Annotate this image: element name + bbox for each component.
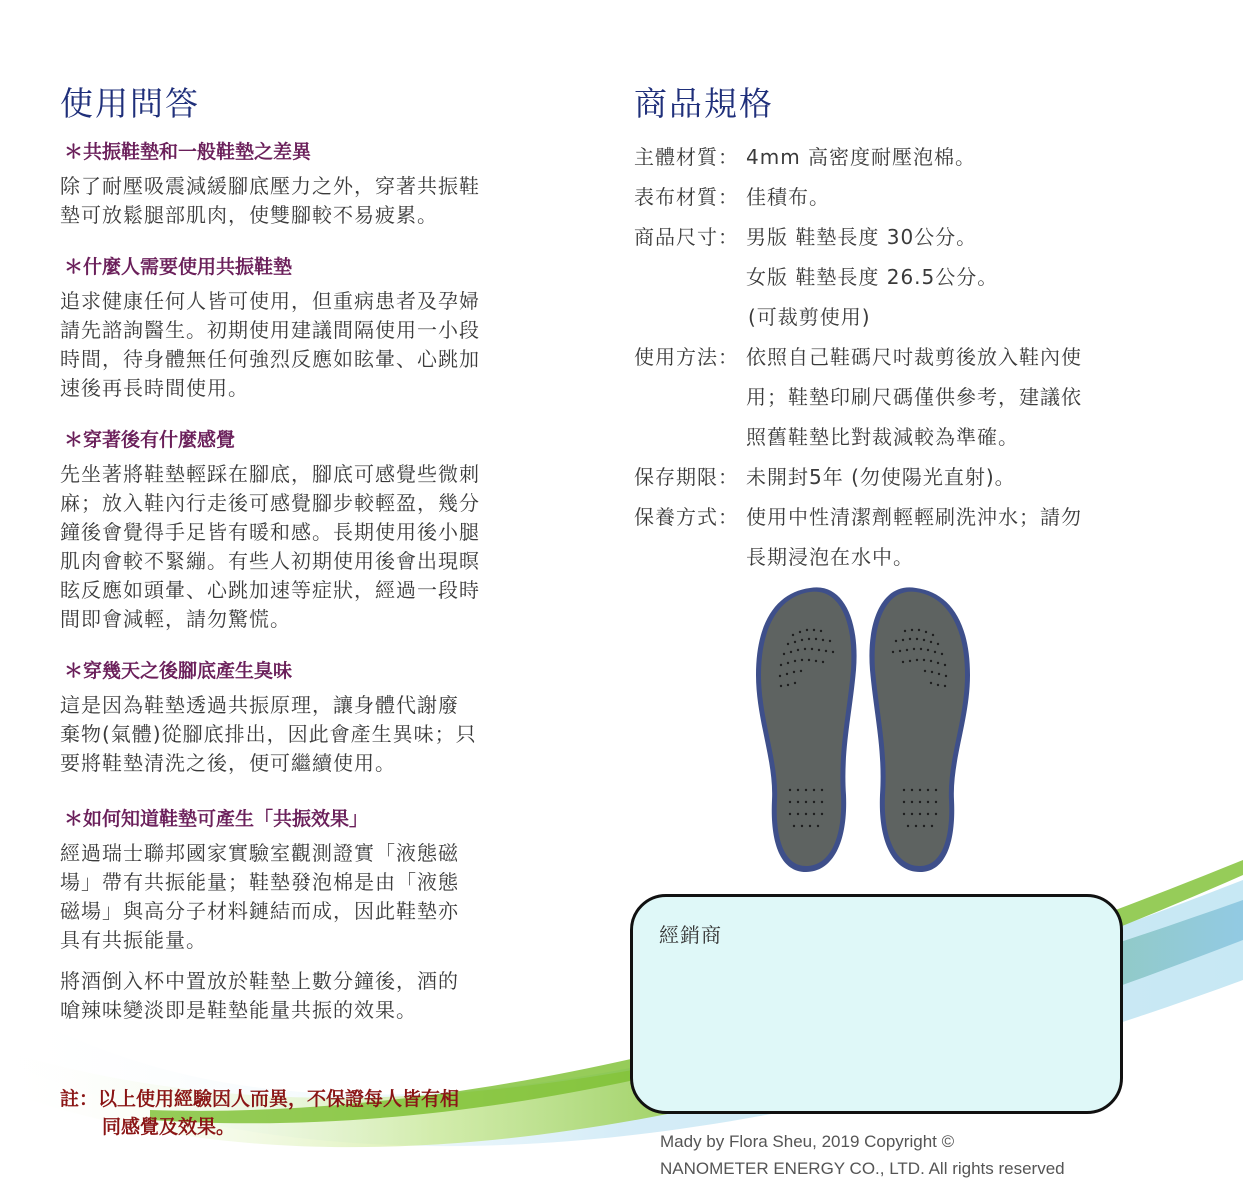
- qa-answer-line: 追求健康任何人皆可使用，但重病患者及孕婦: [60, 289, 480, 313]
- spec-list: [634, 137, 1154, 577]
- qa-answer-line: 鐘後會覺得手足皆有暖和感。長期使用後小腿: [60, 520, 480, 544]
- spec-value-line: 女版 鞋墊長度 26.5公分。: [746, 265, 999, 289]
- qa-item: [60, 804, 540, 1025]
- qa-question: ＊如何知道鞋墊可產生「共振效果」: [64, 808, 369, 830]
- spec-label: 表布材質：: [634, 185, 739, 209]
- qa-answer-line: 肌肉會較不緊繃。有些人初期使用後會出現暝: [60, 549, 480, 573]
- qa-answer-line: 先坐著將鞋墊輕踩在腳底，腳底可感覺些微刺: [60, 462, 480, 486]
- qa-answer-line: 眩反應如頭暈、心跳加速等症狀，經過一段時: [60, 578, 480, 602]
- qa-answer-line: 嗆辣味變淡即是鞋墊能量共振的效果。: [60, 998, 417, 1022]
- spec-column: [634, 78, 1154, 577]
- qa-answer: [60, 691, 540, 778]
- qa-answer-line: 麻；放入鞋內行走後可感覺腳步較輕盈，幾分: [60, 491, 480, 515]
- spec-value-line: 男版 鞋墊長度 30公分。: [746, 225, 978, 249]
- disclaimer-line: 同感覺及效果。: [102, 1116, 236, 1138]
- spec-value-line: 長期浸泡在水中。: [746, 545, 914, 569]
- qa-answer: [60, 839, 540, 1025]
- spec-value-line: 用；鞋墊印刷尺碼僅供參考，建議依: [746, 385, 1082, 409]
- spec-label: 主體材質：: [634, 145, 739, 169]
- right-insole: [869, 587, 970, 872]
- copyright-line: Mady by Flora Sheu, 2019 Copyright ©: [660, 1132, 955, 1151]
- qa-question: ＊穿著後有什麼感覺: [64, 429, 236, 451]
- dealer-label: 經銷商: [659, 923, 722, 947]
- qa-question: ＊共振鞋墊和一般鞋墊之差異: [64, 141, 312, 163]
- spec-row: [634, 137, 1154, 177]
- qa-column: [60, 78, 540, 1025]
- qa-answer-line: 經過瑞士聯邦國家實驗室觀測證實「液態磁: [60, 841, 459, 865]
- spec-value: [746, 497, 1154, 577]
- qa-answer-line: 間即會減輕，請勿驚慌。: [60, 607, 291, 631]
- qa-item: [60, 425, 540, 634]
- qa-answer-line: 要將鞋墊清洗之後，便可繼續使用。: [60, 751, 396, 775]
- qa-answer: [60, 460, 540, 634]
- qa-answer-line: 除了耐壓吸震減緩腳底壓力之外，穿著共振鞋: [60, 174, 480, 198]
- insoles-image: [748, 580, 978, 880]
- spec-value-line: 4mm 高密度耐壓泡棉。: [746, 145, 977, 169]
- qa-answer-line: 將酒倒入杯中置放於鞋墊上數分鐘後，酒的: [60, 969, 459, 993]
- qa-answer-line: 場」帶有共振能量；鞋墊發泡棉是由「液態: [60, 870, 459, 894]
- spec-value: [746, 137, 1154, 177]
- qa-answer-line: 請先諮詢醫生。初期使用建議間隔使用一小段: [60, 318, 480, 342]
- copyright: [660, 1128, 1065, 1182]
- spec-value: [746, 457, 1154, 497]
- spec-label: 保養方式：: [634, 505, 739, 529]
- qa-title: 使用問答: [60, 84, 200, 123]
- qa-item: [60, 137, 540, 230]
- qa-answer-line: 具有共振能量。: [60, 928, 207, 952]
- disclaimer-note: [60, 1085, 560, 1141]
- qa-answer-line: 這是因為鞋墊透過共振原理，讓身體代謝廢: [60, 693, 459, 717]
- spec-value: [746, 217, 1154, 337]
- spec-value-line: 使用中性清潔劑輕輕刷洗沖水；請勿: [746, 505, 1082, 529]
- spec-value: [746, 337, 1154, 457]
- spec-title: 商品規格: [634, 84, 774, 123]
- copyright-line: NANOMETER ENERGY CO., LTD. All rights reserved: [660, 1159, 1065, 1178]
- spec-row: [634, 337, 1154, 457]
- disclaimer-line: 註：以上使用經驗因人而異，不保證每人皆有相: [60, 1088, 460, 1110]
- spec-label: 使用方法：: [634, 345, 739, 369]
- qa-answer-line: 墊可放鬆腿部肌肉，使雙腳較不易疲累。: [60, 203, 438, 227]
- qa-item: [60, 656, 540, 778]
- spec-row: [634, 457, 1154, 497]
- qa-answer-line: 磁場」與高分子材料鏈結而成，因此鞋墊亦: [60, 899, 459, 923]
- spec-row: [634, 497, 1154, 577]
- spec-value-line: 照舊鞋墊比對裁減較為準確。: [746, 425, 1019, 449]
- spec-value-line: 佳積布。: [746, 185, 830, 209]
- dealer-box: [630, 894, 1123, 1114]
- qa-answer: [60, 287, 540, 403]
- qa-question: ＊穿幾天之後腳底產生臭味: [64, 660, 293, 682]
- qa-answer: [60, 172, 540, 230]
- qa-item: [60, 252, 540, 403]
- qa-answer-line: 棄物(氣體)從腳底排出，因此會產生異味；只: [60, 722, 477, 746]
- spec-value-line: (可裁剪使用): [748, 305, 871, 329]
- left-insole: [756, 587, 857, 872]
- qa-answer-line: 時間，待身體無任何強烈反應如眩暈、心跳加: [60, 347, 480, 371]
- spec-value-line: 依照自己鞋碼尺吋裁剪後放入鞋內使: [746, 345, 1082, 369]
- spec-value-line: 未開封5年 (勿使陽光直射)。: [746, 465, 1016, 489]
- spec-row: [634, 177, 1154, 217]
- spec-value: [746, 177, 1154, 217]
- spec-label: 保存期限：: [634, 465, 739, 489]
- qa-question: ＊什麼人需要使用共振鞋墊: [64, 256, 293, 278]
- spec-label: 商品尺寸：: [634, 225, 739, 249]
- qa-answer-line: 速後再長時間使用。: [60, 376, 249, 400]
- spec-row: [634, 217, 1154, 337]
